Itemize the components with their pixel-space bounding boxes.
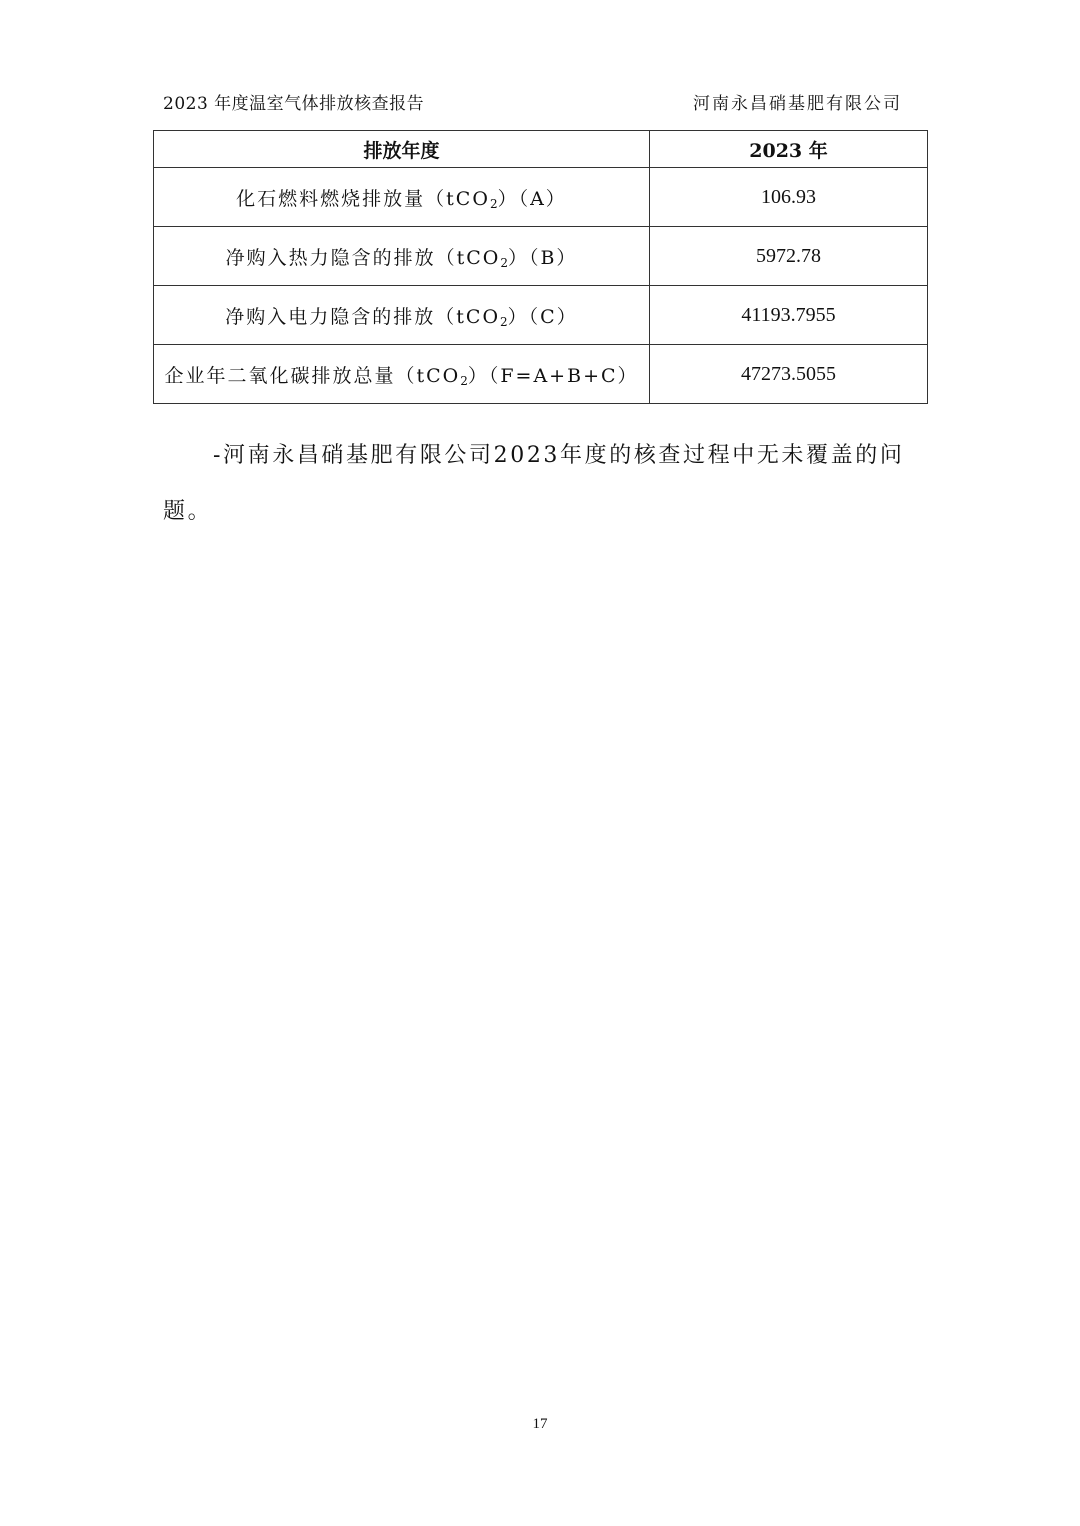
coverage-statement-paragraph: -河南永昌硝基肥有限公司2023年度的核查过程中无未覆盖的问题。 — [163, 443, 905, 524]
emissions-table — [153, 130, 928, 404]
label-text: 化石燃料燃烧排放量（tCO — [236, 187, 490, 210]
row-label-fossil-fuel — [154, 168, 650, 227]
subscript-2: 2 — [489, 196, 498, 211]
row-label-net-electricity — [154, 286, 650, 345]
label-text: 净购入电力隐含的排放（tCO — [225, 305, 501, 328]
header-cell-year: 2023 年 — [650, 131, 928, 168]
subscript-2: 2 — [500, 255, 508, 270]
page-number: 17 — [532, 1416, 548, 1432]
header-cell-emission-year: 排放年度 — [154, 131, 650, 168]
row-label-total-emissions — [154, 345, 650, 404]
label-suffix: ）（B） — [507, 246, 578, 269]
row-value-net-electricity: 41193.7955 — [650, 286, 928, 345]
table-header-row — [154, 131, 928, 168]
label-suffix: ）（A） — [497, 187, 567, 210]
label-text: 净购入热力隐含的排放（tCO — [225, 246, 501, 269]
row-label-net-heat — [154, 227, 650, 286]
table-row — [154, 286, 928, 345]
label-suffix: ）（F=A+B+C） — [467, 364, 639, 387]
company-name-header: 河南永昌硝基肥有限公司 — [693, 94, 902, 114]
report-title-header: 2023 年度温室气体排放核查报告 — [163, 94, 425, 114]
row-value-total-emissions: 47273.5055 — [650, 345, 928, 404]
table-row — [154, 168, 928, 227]
table-row — [154, 345, 928, 404]
row-value-net-heat: 5972.78 — [650, 227, 928, 286]
subscript-2: 2 — [500, 314, 508, 329]
row-value-fossil-fuel: 106.93 — [650, 168, 928, 227]
label-suffix: ）（C） — [507, 305, 578, 328]
table-row — [154, 227, 928, 286]
subscript-2: 2 — [460, 373, 468, 388]
label-text: 企业年二氧化碳排放总量（tCO — [164, 364, 461, 387]
